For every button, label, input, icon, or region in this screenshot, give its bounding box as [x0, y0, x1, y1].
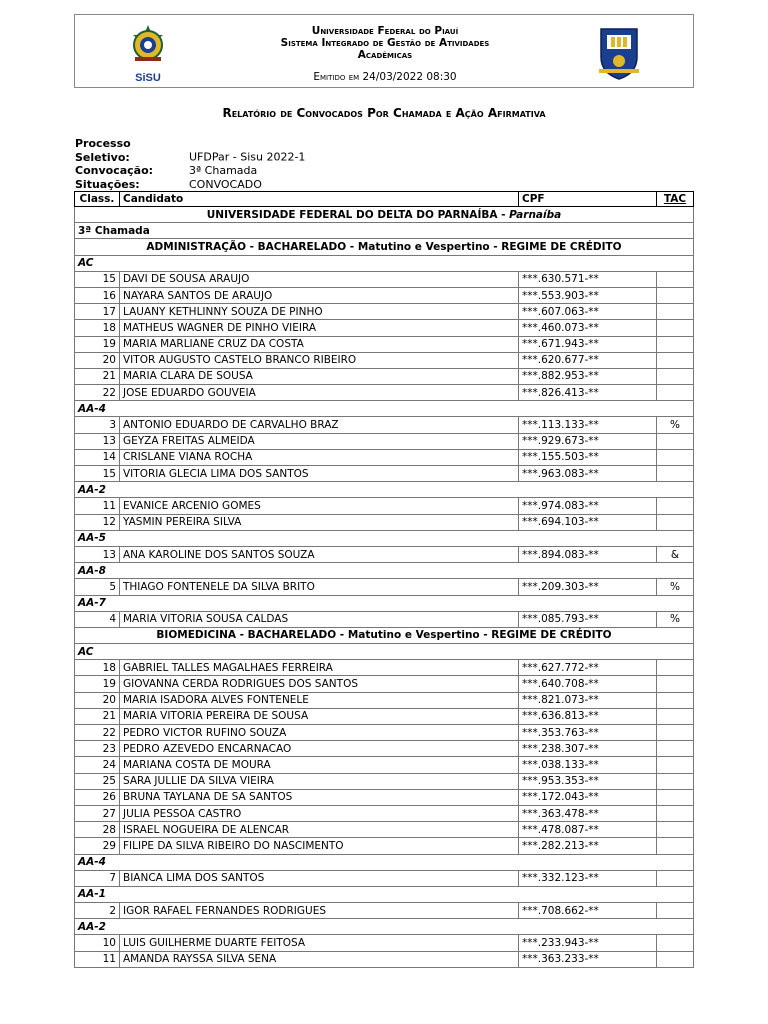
course-row: BIOMEDICINA - BACHARELADO - Matutino e Vespertino - REGIME DE CRÉDITO — [75, 627, 694, 643]
university-name: Universidade Federal do Piauí — [311, 25, 459, 37]
tac-cell — [657, 805, 694, 821]
classification-cell: 19 — [75, 676, 120, 692]
table-row — [75, 870, 694, 886]
quota-group-row — [75, 401, 694, 417]
emitted-date: Emitido em 24/03/2022 08:30 — [313, 71, 457, 83]
cpf-cell: ***.113.133-** — [519, 417, 657, 433]
quota-group-code: AA-2 — [75, 482, 694, 498]
table-row — [75, 708, 694, 724]
candidate-name-cell: ANTONIO EDUARDO DE CARVALHO BRAZ — [120, 417, 519, 433]
candidate-name-cell: LAUANY KETHLINNY SOUZA DE PINHO — [120, 304, 519, 320]
course-name: BIOMEDICINA - BACHARELADO — [156, 629, 337, 642]
classification-cell: 20 — [75, 692, 120, 708]
candidate-name-cell: GABRIEL TALLES MAGALHAES FERREIRA — [120, 660, 519, 676]
candidate-name-cell: BRUNA TAYLANA DE SA SANTOS — [120, 789, 519, 805]
candidate-name-cell: DAVI DE SOUSA ARAUJO — [120, 271, 519, 287]
meta-row — [75, 164, 305, 178]
quota-group-row — [75, 595, 694, 611]
quota-group-code: AA-5 — [75, 530, 694, 546]
cpf-cell: ***.363.478-** — [519, 805, 657, 821]
classification-cell: 13 — [75, 433, 120, 449]
cpf-cell: ***.694.103-** — [519, 514, 657, 530]
candidate-name-cell: THIAGO FONTENELE DA SILVA BRITO — [120, 579, 519, 595]
table-row — [75, 352, 694, 368]
tac-cell — [657, 336, 694, 352]
candidate-name-cell: JULIA PESSOA CASTRO — [120, 805, 519, 821]
meta-label: Situações: — [75, 177, 140, 191]
cpf-cell: ***.607.063-** — [519, 304, 657, 320]
classification-cell: 13 — [75, 546, 120, 562]
candidate-name-cell: MARIA CLARA DE SOUSA — [120, 368, 519, 384]
classification-cell: 11 — [75, 951, 120, 967]
tac-cell — [657, 789, 694, 805]
chamada-label: 3ª Chamada — [75, 223, 694, 239]
table-row — [75, 368, 694, 384]
cpf-cell: ***.630.571-** — [519, 271, 657, 287]
tac-cell — [657, 433, 694, 449]
institution-row: UNIVERSIDADE FEDERAL DO DELTA DO PARNAÍBA - Parnaíba — [75, 207, 694, 223]
tac-cell — [657, 757, 694, 773]
cpf-cell: ***.929.673-** — [519, 433, 657, 449]
cpf-cell: ***.953.353-** — [519, 773, 657, 789]
system-name-line2: Acadêmicas — [357, 49, 413, 61]
table-row — [75, 417, 694, 433]
classification-cell: 15 — [75, 466, 120, 482]
tac-cell: % — [657, 611, 694, 627]
classification-cell: 22 — [75, 725, 120, 741]
table-row — [75, 514, 694, 530]
classification-cell: 18 — [75, 660, 120, 676]
cpf-cell: ***.671.943-** — [519, 336, 657, 352]
classification-cell: 16 — [75, 287, 120, 303]
candidate-name-cell: MATHEUS WAGNER DE PINHO VIEIRA — [120, 320, 519, 336]
table-row — [75, 271, 694, 287]
quota-group-code: AA-8 — [75, 563, 694, 579]
tac-cell — [657, 741, 694, 757]
candidate-name-cell: LUIS GUILHERME DUARTE FEITOSA — [120, 935, 519, 951]
tac-cell — [657, 385, 694, 401]
table-row — [75, 822, 694, 838]
classification-cell: 18 — [75, 320, 120, 336]
tac-cell — [657, 951, 694, 967]
table-row — [75, 692, 694, 708]
cpf-cell: ***.172.043-** — [519, 789, 657, 805]
classification-cell: 25 — [75, 773, 120, 789]
meta-row — [75, 178, 305, 192]
quota-group-row — [75, 854, 694, 870]
tac-cell — [657, 304, 694, 320]
tac-cell — [657, 870, 694, 886]
tac-cell — [657, 320, 694, 336]
table-header-row — [75, 192, 694, 207]
table-row — [75, 805, 694, 821]
report-meta — [75, 137, 305, 191]
quota-group-code: AA-1 — [75, 886, 694, 902]
cpf-cell: ***.620.677-** — [519, 352, 657, 368]
table-row — [75, 287, 694, 303]
quota-group-row — [75, 482, 694, 498]
cpf-cell: ***.963.083-** — [519, 466, 657, 482]
quota-group-code: AC — [75, 255, 694, 271]
course-detail: Matutino e Vespertino - REGIME DE CRÉDITO — [347, 629, 612, 642]
campus-name: Parnaíba — [509, 208, 562, 221]
classification-cell: 5 — [75, 579, 120, 595]
cpf-cell: ***.826.413-** — [519, 385, 657, 401]
classification-cell: 21 — [75, 708, 120, 724]
tac-cell — [657, 773, 694, 789]
institution-name: UNIVERSIDADE FEDERAL DO DELTA DO PARNAÍBA — [206, 208, 498, 221]
table-row — [75, 466, 694, 482]
tac-cell — [657, 466, 694, 482]
table-row — [75, 320, 694, 336]
tac-cell — [657, 725, 694, 741]
meta-label: Processo Seletivo: — [75, 137, 131, 164]
tac-cell — [657, 514, 694, 530]
candidate-name-cell: MARIA VITORIA PEREIRA DE SOUSA — [120, 708, 519, 724]
classification-cell: 7 — [75, 870, 120, 886]
cpf-cell: ***.478.087-** — [519, 822, 657, 838]
candidate-name-cell: PEDRO AZEVEDO ENCARNACAO — [120, 741, 519, 757]
quota-group-row — [75, 255, 694, 271]
tac-cell — [657, 838, 694, 854]
sisu-brasil-emblem-icon — [121, 23, 175, 85]
meta-label: Convocação: — [75, 164, 154, 177]
quota-group-row — [75, 886, 694, 902]
table-row — [75, 773, 694, 789]
tac-cell — [657, 287, 694, 303]
table-row — [75, 741, 694, 757]
classification-cell: 22 — [75, 385, 120, 401]
table-row — [75, 304, 694, 320]
table-row — [75, 951, 694, 967]
course-row: ADMINISTRAÇÃO - BACHARELADO - Matutino e Vespertino - REGIME DE CRÉDITO — [75, 239, 694, 255]
sisu-logo-text: SiSU — [135, 72, 161, 84]
table-row — [75, 660, 694, 676]
tac-cell — [657, 708, 694, 724]
classification-cell: 14 — [75, 449, 120, 465]
quota-group-row — [75, 563, 694, 579]
table-row — [75, 757, 694, 773]
tac-cell — [657, 903, 694, 919]
quota-group-code: AA-4 — [75, 854, 694, 870]
course-detail: Matutino e Vespertino - REGIME DE CRÉDITO — [357, 240, 622, 253]
classification-cell: 23 — [75, 741, 120, 757]
cpf-cell: ***.553.903-** — [519, 287, 657, 303]
header-title-block — [225, 25, 545, 61]
candidate-name-cell: VITORIA GLECIA LIMA DOS SANTOS — [120, 466, 519, 482]
table-row — [75, 449, 694, 465]
classification-cell: 21 — [75, 368, 120, 384]
classification-cell: 17 — [75, 304, 120, 320]
candidate-name-cell: FILIPE DA SILVA RIBEIRO DO NASCIMENTO — [120, 838, 519, 854]
cpf-cell: ***.332.123-** — [519, 870, 657, 886]
report-header — [74, 14, 694, 88]
candidate-name-cell: MARIANA COSTA DE MOURA — [120, 757, 519, 773]
classification-cell: 3 — [75, 417, 120, 433]
table-row — [75, 498, 694, 514]
quota-group-code: AA-4 — [75, 401, 694, 417]
candidate-name-cell: GIOVANNA CERDA RODRIGUES DOS SANTOS — [120, 676, 519, 692]
cpf-cell: ***.155.503-** — [519, 449, 657, 465]
classification-cell: 19 — [75, 336, 120, 352]
quota-group-row — [75, 644, 694, 660]
classification-cell: 12 — [75, 514, 120, 530]
col-cpf-header: CPF — [519, 192, 657, 207]
cpf-cell: ***.460.073-** — [519, 320, 657, 336]
classification-cell: 24 — [75, 757, 120, 773]
classification-cell: 27 — [75, 805, 120, 821]
cpf-cell: ***.894.083-** — [519, 546, 657, 562]
table-row — [75, 903, 694, 919]
cpf-cell: ***.636.813-** — [519, 708, 657, 724]
tac-cell — [657, 449, 694, 465]
meta-value: UFDPar - Sisu 2022-1 — [189, 150, 306, 164]
classification-cell: 26 — [75, 789, 120, 805]
cpf-cell: ***.233.943-** — [519, 935, 657, 951]
candidate-name-cell: CRISLANE VIANA ROCHA — [120, 449, 519, 465]
tac-cell — [657, 368, 694, 384]
convocados-table — [74, 191, 694, 968]
tac-cell — [657, 692, 694, 708]
cpf-cell: ***.708.662-** — [519, 903, 657, 919]
meta-value: 3ª Chamada — [189, 164, 258, 177]
col-candidate-header: Candidato — [120, 192, 519, 207]
tac-cell — [657, 660, 694, 676]
table-row — [75, 838, 694, 854]
table-row — [75, 433, 694, 449]
chamada-row — [75, 223, 694, 239]
classification-cell: 2 — [75, 903, 120, 919]
table-row — [75, 611, 694, 627]
candidate-name-cell: EVANICE ARCENIO GOMES — [120, 498, 519, 514]
cpf-cell: ***.238.307-** — [519, 741, 657, 757]
cpf-cell: ***.974.083-** — [519, 498, 657, 514]
candidate-name-cell: IGOR RAFAEL FERNANDES RODRIGUES — [120, 903, 519, 919]
table-row — [75, 789, 694, 805]
tac-cell — [657, 935, 694, 951]
quota-group-row — [75, 530, 694, 546]
cpf-cell: ***.209.303-** — [519, 579, 657, 595]
candidate-name-cell: MARIA MARLIANE CRUZ DA COSTA — [120, 336, 519, 352]
tac-cell — [657, 676, 694, 692]
quota-group-row — [75, 919, 694, 935]
cpf-cell: ***.627.772-** — [519, 660, 657, 676]
candidate-name-cell: MARIA ISADORA ALVES FONTENELE — [120, 692, 519, 708]
classification-cell: 11 — [75, 498, 120, 514]
tac-cell — [657, 271, 694, 287]
candidate-name-cell: ISRAEL NOGUEIRA DE ALENCAR — [120, 822, 519, 838]
classification-cell: 20 — [75, 352, 120, 368]
table-row — [75, 579, 694, 595]
col-class-header: Class. — [75, 192, 120, 207]
candidate-name-cell: AMANDA RAYSSA SILVA SENA — [120, 951, 519, 967]
candidate-name-cell: MARIA VITORIA SOUSA CALDAS — [120, 611, 519, 627]
quota-group-code: AC — [75, 644, 694, 660]
classification-cell: 29 — [75, 838, 120, 854]
tac-cell — [657, 822, 694, 838]
candidate-name-cell: NAYARA SANTOS DE ARAUJO — [120, 287, 519, 303]
system-name-line1: Sistema Integrado de Gestão de Atividades — [280, 37, 490, 49]
tac-cell: & — [657, 546, 694, 562]
meta-row — [75, 137, 305, 164]
candidate-name-cell: BIANCA LIMA DOS SANTOS — [120, 870, 519, 886]
tac-cell: % — [657, 579, 694, 595]
meta-value: CONVOCADO — [189, 177, 262, 191]
table-row — [75, 546, 694, 562]
tac-cell — [657, 498, 694, 514]
candidate-name-cell: GEYZA FREITAS ALMEIDA — [120, 433, 519, 449]
candidate-name-cell: PEDRO VICTOR RUFINO SOUZA — [120, 725, 519, 741]
quota-group-code: AA-7 — [75, 595, 694, 611]
table-row — [75, 676, 694, 692]
cpf-cell: ***.882.953-** — [519, 368, 657, 384]
tac-cell — [657, 352, 694, 368]
classification-cell: 15 — [75, 271, 120, 287]
table-row — [75, 725, 694, 741]
cpf-cell: ***.363.233-** — [519, 951, 657, 967]
candidate-name-cell: VITOR AUGUSTO CASTELO BRANCO RIBEIRO — [120, 352, 519, 368]
ufpi-crest-icon — [597, 23, 641, 81]
col-tac-header: TAC — [657, 192, 694, 207]
classification-cell: 28 — [75, 822, 120, 838]
course-name: ADMINISTRAÇÃO - BACHARELADO — [146, 240, 347, 253]
classification-cell: 10 — [75, 935, 120, 951]
quota-group-code: AA-2 — [75, 919, 694, 935]
candidate-name-cell: ANA KAROLINE DOS SANTOS SOUZA — [120, 546, 519, 562]
candidate-name-cell: JOSE EDUARDO GOUVEIA — [120, 385, 519, 401]
table-row — [75, 935, 694, 951]
candidate-name-cell: YASMIN PEREIRA SILVA — [120, 514, 519, 530]
table-row — [75, 336, 694, 352]
cpf-cell: ***.353.763-** — [519, 725, 657, 741]
candidate-name-cell: SARA JULLIE DA SILVA VIEIRA — [120, 773, 519, 789]
classification-cell: 4 — [75, 611, 120, 627]
cpf-cell: ***.038.133-** — [519, 757, 657, 773]
cpf-cell: ***.821.073-** — [519, 692, 657, 708]
table-row — [75, 385, 694, 401]
cpf-cell: ***.282.213-** — [519, 838, 657, 854]
cpf-cell: ***.085.793-** — [519, 611, 657, 627]
cpf-cell: ***.640.708-** — [519, 676, 657, 692]
tac-cell: % — [657, 417, 694, 433]
report-title: Relatório de Convocados Por Chamada e Ação Afirmativa — [222, 106, 546, 120]
